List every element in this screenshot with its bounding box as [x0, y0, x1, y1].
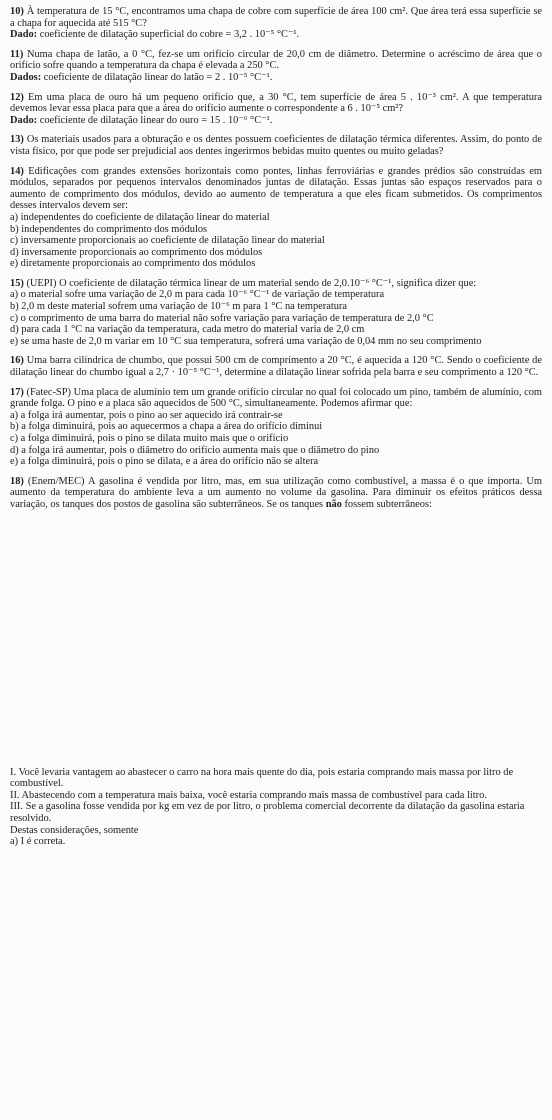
data-text: coeficiente de dilatação linear do latão = 2 . 10⁻⁵ °C⁻¹. — [43, 71, 273, 83]
question-text-before: (Enem/MEC) A gasolina é vendida por litro, mas, em sua utilização como combustível, a massa é o que importa. Um aumento da temperatura do ambiente leva a um aumento no volume da gasolina. Para diminuir os efeitos práticos dessa variação, os tanques dos postos de gasolina são subterrâneos. Se os tanques — [10, 475, 542, 510]
data-text: coeficiente de dilatação superficial do cobre = 3,2 . 10⁻⁵ °C⁻¹. — [39, 29, 300, 41]
question-18 — [10, 476, 542, 511]
statement-iii: III. Se a gasolina fosse vendida por kg em vez de por litro, o problema comercial decorrente da dilatação da gasolina estaria resolvido. — [10, 801, 525, 824]
question-15 — [10, 278, 542, 348]
question-10 — [10, 6, 542, 41]
option-d: d) para cada 1 °C na variação da temperatura, cada metro do material varia de 2,0 cm — [10, 324, 365, 336]
question-text-after: fossem subterrâneos: — [341, 498, 432, 510]
question-number: 13) — [10, 134, 24, 146]
statement-ii: II. Abastecendo com a temperatura mais baixa, você estaria comprando mais massa de combustível para cada litro. — [10, 789, 487, 801]
question-text: (Fatec-SP) Uma placa de alumínio tem um grande orifício circular no qual foi colocado um pino, também de alumínio, com grande folga. O pino e a placa são aquecidos de 500 °C, simultaneamente. Podemos afirmar que: — [10, 386, 542, 410]
question-13 — [10, 134, 542, 157]
option-a: a) I é correta. — [10, 836, 66, 848]
question-16 — [10, 355, 542, 378]
data-label: Dado: — [10, 114, 38, 126]
question-18-statements — [10, 767, 542, 848]
option-a: a) o material sofre uma variação de 2,0 m para cada 10⁻⁶ °C⁻¹ de variação de temperatura — [10, 289, 385, 301]
option-a: a) independentes do coeficiente de dilatação linear do material — [10, 211, 270, 223]
question-number: 15) — [10, 277, 24, 289]
question-12 — [10, 92, 542, 127]
question-text: Em uma placa de ouro há um pequeno orifício que, a 30 °C, tem superfície de área 5 . 10⁻³ cm². A que temperatura devemos levar essa placa para que a área do orifício aumente o correspondente a 6 . 10⁻⁵ cm²? — [10, 91, 542, 115]
option-e: e) a folga diminuirá, pois o pino se dilata, e a área do orifício não se altera — [10, 456, 319, 468]
question-text: Edificações com grandes extensões horizontais como pontes, linhas ferroviárias e grandes prédios são construídas em módulos, separados por pequenos intervalos denominados juntas de dilatação. Essas juntas são espaços reservados para o aumento de comprimento dos módulos, devido ao aumento de temperatura a que eles ficam submetidos. Os comprimentos desses intervalos devem ser: — [10, 165, 542, 212]
question-text: Numa chapa de latão, a 0 °C, fez-se um orifício circular de 20,0 cm de diâmetro. Determine o acréscimo de área que o orifício sofre quando a temperatura da chapa é elevada a 250 °C. — [10, 48, 542, 72]
option-e: e) se uma haste de 2,0 m variar em 10 °C sua temperatura, sofrerá uma variação de 0,04 mm no seu comprimento — [10, 335, 482, 347]
question-number: 18) — [10, 475, 24, 487]
question-number: 16) — [10, 355, 24, 367]
data-text: coeficiente de dilatação linear do ouro = 15 . 10⁻⁶ °C⁻¹. — [39, 114, 273, 126]
question-text: À temperatura de 15 °C, encontramos uma chapa de cobre com superfície de área 100 cm². Que área terá essa superfície se a chapa for aquecida até 515 °C? — [10, 6, 542, 29]
option-b: b) a folga diminuirá, pois ao aquecermos a chapa a área do orifício diminui — [10, 421, 323, 433]
option-c: c) o comprimento de uma barra do material não sofre variação para variação de temperatura de 2,0 °C — [10, 312, 434, 324]
question-17 — [10, 387, 542, 468]
question-number: 12) — [10, 91, 24, 103]
blank-space — [10, 519, 542, 767]
question-text-bold: não — [325, 498, 342, 510]
option-b: b) independentes do comprimento dos módulos — [10, 223, 208, 235]
option-b: b) 2,0 m deste material sofrem uma variação de 10⁻⁶ m para 1 °C na temperatura — [10, 301, 347, 313]
question-number: 14) — [10, 165, 24, 177]
question-text: Os materiais usados para a obturação e os dentes possuem coeficientes de dilatação térmica diferentes. Assim, do ponto de vista físico, por que pode ser prejudicial aos dentes ingerirmos bebidas muito quentes ou muito geladas? — [10, 134, 542, 157]
option-c: c) inversamente proporcionais ao coeficiente de dilatação linear do material — [10, 235, 325, 247]
option-d: d) a folga irá aumentar, pois o diâmetro do orifício aumenta mais que o diâmetro do pino — [10, 444, 380, 456]
question-text: Uma barra cilíndrica de chumbo, que possui 500 cm de comprimento a 20 °C, é aquecida a 120 °C. Sendo o coeficiente de dilatação linear do chumbo igual a 2,7 · 10⁻⁵ °C⁻¹, determine a dilatação linear sofrida pela barra e seu comprimento a 120 °C. — [10, 355, 542, 379]
data-label: Dados: — [10, 71, 42, 83]
option-a: a) a folga irá aumentar, pois o pino ao ser aquecido irá contrair-se — [10, 409, 283, 421]
question-text: (UEPI) O coeficiente de dilatação térmica linear de um material sendo de 2,0.10⁻⁶ °C⁻¹, significa dizer que: — [26, 277, 477, 289]
question-11 — [10, 49, 542, 84]
question-14 — [10, 166, 542, 270]
option-e: e) diretamente proporcionais ao comprimento dos módulos — [10, 258, 256, 270]
statement-prompt: Destas considerações, somente — [10, 824, 139, 836]
option-c: c) a folga diminuirá, pois o pino se dilata muito mais que o orifício — [10, 433, 289, 444]
question-number: 11) — [10, 48, 24, 60]
option-d: d) inversamente proporcionais ao comprimento dos módulos — [10, 246, 263, 258]
statement-i: I. Você levaria vantagem ao abastecer o carro na hora mais quente do dia, pois estaria comprando mais massa por litro de combustível. — [10, 766, 514, 790]
question-number: 10) — [10, 6, 24, 17]
data-label: Dado: — [10, 29, 38, 41]
question-number: 17) — [10, 386, 24, 398]
